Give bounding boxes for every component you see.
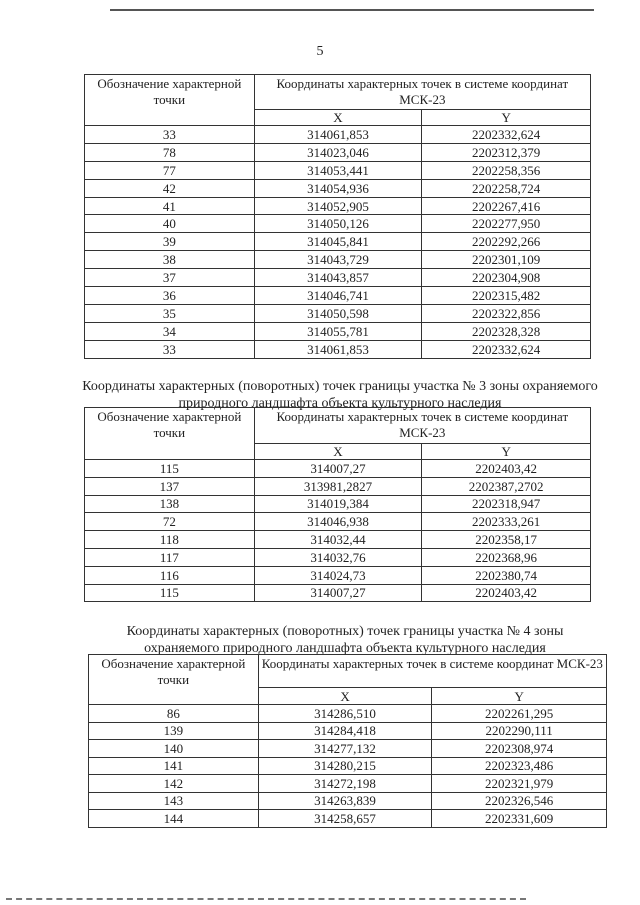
point-number-cell: 140 <box>89 740 259 758</box>
bottom-rule <box>6 898 526 900</box>
table-row <box>89 705 607 723</box>
x-coordinate-cell: 314277,132 <box>258 740 432 758</box>
x-coordinate-cell: 314043,729 <box>254 251 422 269</box>
y-coordinate-cell: 2202312,379 <box>422 143 591 161</box>
point-number-cell: 77 <box>85 161 255 179</box>
coordinates-table-3 <box>88 654 607 828</box>
point-number-cell: 72 <box>85 513 255 531</box>
x-coordinate-cell: 314053,441 <box>254 161 422 179</box>
y-coordinate-cell: 2202322,856 <box>422 304 591 322</box>
header-point-designation: Обозначение характерной точки <box>85 408 255 460</box>
y-coordinate-cell: 2202333,261 <box>422 513 591 531</box>
y-coordinate-cell: 2202387,2702 <box>422 477 591 495</box>
point-number-cell: 33 <box>85 340 255 358</box>
table-row <box>85 179 591 197</box>
y-coordinate-cell: 2202332,624 <box>422 340 591 358</box>
x-coordinate-cell: 314007,27 <box>254 584 422 602</box>
point-number-cell: 115 <box>85 584 255 602</box>
header-coordinates: Координаты характерных точек в системе координат МСК-23 <box>258 655 606 688</box>
header-coordinates: Координаты характерных точек в системе координат МСК-23 <box>254 408 590 444</box>
header-y: Y <box>432 688 607 705</box>
table-row <box>85 495 591 513</box>
x-coordinate-cell: 313981,2827 <box>254 477 422 495</box>
table-row <box>85 584 591 602</box>
y-coordinate-cell: 2202315,482 <box>422 287 591 305</box>
y-coordinate-cell: 2202267,416 <box>422 197 591 215</box>
y-coordinate-cell: 2202258,356 <box>422 161 591 179</box>
y-coordinate-cell: 2202328,328 <box>422 322 591 340</box>
x-coordinate-cell: 314007,27 <box>254 460 422 478</box>
point-number-cell: 137 <box>85 477 255 495</box>
x-coordinate-cell: 314284,418 <box>258 722 432 740</box>
y-coordinate-cell: 2202290,111 <box>432 722 607 740</box>
coordinates-table-2 <box>84 407 591 602</box>
point-number-cell: 42 <box>85 179 255 197</box>
header-x: X <box>254 110 422 126</box>
y-coordinate-cell: 2202304,908 <box>422 269 591 287</box>
x-coordinate-cell: 314045,841 <box>254 233 422 251</box>
y-coordinate-cell: 2202308,974 <box>432 740 607 758</box>
x-coordinate-cell: 314024,73 <box>254 566 422 584</box>
y-coordinate-cell: 2202292,266 <box>422 233 591 251</box>
point-number-cell: 141 <box>89 757 259 775</box>
header-point-designation: Обозначение характерной точки <box>85 75 255 126</box>
x-coordinate-cell: 314263,839 <box>258 792 432 810</box>
top-rule <box>110 9 594 11</box>
point-number-cell: 139 <box>89 722 259 740</box>
y-coordinate-cell: 2202301,109 <box>422 251 591 269</box>
header-y: Y <box>422 444 591 460</box>
x-coordinate-cell: 314046,938 <box>254 513 422 531</box>
point-number-cell: 138 <box>85 495 255 513</box>
table-row <box>85 269 591 287</box>
table-row <box>85 304 591 322</box>
table-row <box>85 233 591 251</box>
x-coordinate-cell: 314046,741 <box>254 287 422 305</box>
table-row <box>85 548 591 566</box>
point-number-cell: 115 <box>85 460 255 478</box>
point-number-cell: 86 <box>89 705 259 723</box>
header-x: X <box>254 444 422 460</box>
point-number-cell: 117 <box>85 548 255 566</box>
header-y: Y <box>422 110 591 126</box>
table-row <box>85 197 591 215</box>
table-row <box>85 215 591 233</box>
table-row <box>85 161 591 179</box>
x-coordinate-cell: 314280,215 <box>258 757 432 775</box>
y-coordinate-cell: 2202380,74 <box>422 566 591 584</box>
table-row <box>85 322 591 340</box>
table-row <box>89 740 607 758</box>
x-coordinate-cell: 314050,598 <box>254 304 422 322</box>
caption-plot-4: Координаты характерных (поворотных) точек границы участка № 4 зоны охраняемого природного ландшафта объекта культурного наследия <box>126 624 564 656</box>
x-coordinate-cell: 314032,76 <box>254 548 422 566</box>
point-number-cell: 143 <box>89 792 259 810</box>
table-row <box>85 287 591 305</box>
point-number-cell: 34 <box>85 322 255 340</box>
y-coordinate-cell: 2202331,609 <box>432 810 607 828</box>
x-coordinate-cell: 314061,853 <box>254 126 422 144</box>
point-number-cell: 37 <box>85 269 255 287</box>
coordinates-table-1 <box>84 74 591 359</box>
table-row <box>85 460 591 478</box>
point-number-cell: 41 <box>85 197 255 215</box>
point-number-cell: 36 <box>85 287 255 305</box>
table-row <box>85 566 591 584</box>
caption-plot-3: Координаты характерных (поворотных) точек границы участка № 3 зоны охраняемого природного ландшафта объекта культурного наследия <box>82 379 598 411</box>
y-coordinate-cell: 2202403,42 <box>422 584 591 602</box>
point-number-cell: 78 <box>85 143 255 161</box>
x-coordinate-cell: 314019,384 <box>254 495 422 513</box>
point-number-cell: 40 <box>85 215 255 233</box>
x-coordinate-cell: 314054,936 <box>254 179 422 197</box>
y-coordinate-cell: 2202321,979 <box>432 775 607 793</box>
y-coordinate-cell: 2202318,947 <box>422 495 591 513</box>
table-row <box>85 513 591 531</box>
point-number-cell: 144 <box>89 810 259 828</box>
x-coordinate-cell: 314258,657 <box>258 810 432 828</box>
y-coordinate-cell: 2202277,950 <box>422 215 591 233</box>
x-coordinate-cell: 314055,781 <box>254 322 422 340</box>
header-x: X <box>258 688 432 705</box>
table-row <box>89 757 607 775</box>
table-row <box>89 775 607 793</box>
table-row <box>89 722 607 740</box>
y-coordinate-cell: 2202358,17 <box>422 531 591 549</box>
table-row <box>85 477 591 495</box>
header-coordinates: Координаты характерных точек в системе координат МСК-23 <box>254 75 590 110</box>
point-number-cell: 142 <box>89 775 259 793</box>
x-coordinate-cell: 314052,905 <box>254 197 422 215</box>
y-coordinate-cell: 2202323,486 <box>432 757 607 775</box>
table-row <box>85 251 591 269</box>
header-point-designation: Обозначение характерной точки <box>89 655 259 705</box>
point-number-cell: 35 <box>85 304 255 322</box>
table-row <box>85 531 591 549</box>
point-number-cell: 39 <box>85 233 255 251</box>
x-coordinate-cell: 314061,853 <box>254 340 422 358</box>
x-coordinate-cell: 314050,126 <box>254 215 422 233</box>
x-coordinate-cell: 314272,198 <box>258 775 432 793</box>
point-number-cell: 38 <box>85 251 255 269</box>
point-number-cell: 33 <box>85 126 255 144</box>
y-coordinate-cell: 2202368,96 <box>422 548 591 566</box>
table-row <box>85 126 591 144</box>
table-row <box>89 792 607 810</box>
x-coordinate-cell: 314286,510 <box>258 705 432 723</box>
point-number-cell: 118 <box>85 531 255 549</box>
y-coordinate-cell: 2202258,724 <box>422 179 591 197</box>
x-coordinate-cell: 314043,857 <box>254 269 422 287</box>
y-coordinate-cell: 2202326,546 <box>432 792 607 810</box>
y-coordinate-cell: 2202332,624 <box>422 126 591 144</box>
page-number: 5 <box>316 44 324 59</box>
table-row <box>85 143 591 161</box>
table-row <box>89 810 607 828</box>
table-row <box>85 340 591 358</box>
x-coordinate-cell: 314023,046 <box>254 143 422 161</box>
x-coordinate-cell: 314032,44 <box>254 531 422 549</box>
point-number-cell: 116 <box>85 566 255 584</box>
y-coordinate-cell: 2202403,42 <box>422 460 591 478</box>
y-coordinate-cell: 2202261,295 <box>432 705 607 723</box>
